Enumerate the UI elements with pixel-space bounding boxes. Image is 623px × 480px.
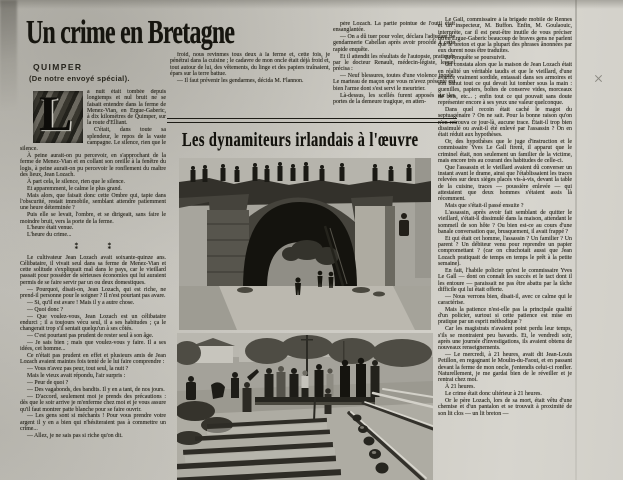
paragraph: — Il faut prévenir les gendarmes, décida M. Flannon. <box>177 77 304 84</box>
dropcap-letter: L <box>39 89 73 141</box>
main-headline: Un crime en Bretagne <box>26 14 235 51</box>
paragraph: Et il attendit les résultats de l'autopsie, pratiquée par le docteur Renault, médecin-légiste, lequel précisa : <box>333 53 455 73</box>
paragraph: Le cultivateur Jean Lozach avait soixante-quinze ans. Célibataire, il vivait seul dans sa ferme de Menez-Vian et cette solitude s'expliquait mal dans le pays, car le vieillard passait pour posséder de sérieuses économies qui lui auraient permis de se faire servir par un ou deux domestiques. <box>20 254 166 286</box>
paper-fold-line <box>575 0 577 480</box>
paragraph: — Les gens sont si méchants ! Pour vous prendre votre argent il y en a bien qui n'hésiteraient pas à commettre un crime... <box>20 413 166 433</box>
paragraph: froid, nous revinmes tous deux à la ferme et, cette fois, je pénétrai dans la cuisine ; le cadavre de mon oncle était déjà froid et, tout autour de lui, des vêtements, du linge et des papiers traînaient, épars sur la terre battue. <box>170 52 330 77</box>
article-column-4 <box>438 17 572 477</box>
paragraph: À peine aurait-on pu percevoir, en s'approchant de la ferme de Menez-Vian et en collant son oreille à la fenêtre du logis, à peine aurait-on pu percevoir le ronflement du maître des lieux, Jean Lozach. <box>20 153 166 179</box>
paragraph: À 21 heures. <box>445 384 475 391</box>
paragraph: Or le père Lozach, lors de sa mort, était vêtu d'une chemise et d'un pantalon et se trouvait à proximité de son lit clos — un lit breton — <box>438 398 572 417</box>
paragraph: — Peur de quoi ? <box>27 380 69 387</box>
paper-top-shadow <box>0 0 623 9</box>
paragraph: Puis elle se levait, l'ombre, et se dirigeait, sans faire le moindre bruit, vers la porte de la ferme. <box>20 212 166 225</box>
double-rule-divider <box>167 118 457 123</box>
photo-railway-track-repair <box>177 333 433 480</box>
paragraph: — C'est pourtant pas prudent de rester seul à son âge. <box>27 333 154 340</box>
paragraph: — Quoi donc ? <box>27 306 64 313</box>
paragraph: a nuit était tombée depuis longtemps et nul bruit ne se faisait entendre dans la ferme de Menez-Vian, en Ergue-Gaberic, à dix kilomètres de Quimper, sur la route d'Elliant. <box>87 89 166 127</box>
feature-headline: Les dynamiteurs irlandais à l'œuvre <box>182 129 419 151</box>
paragraph: — Neuf blessures, toutes d'une violence inouïe. Le marteau de maçon que vous m'avez présenté est bien l'arme dont s'est servi le meurtrier. <box>333 73 455 92</box>
paragraph: L'heure du crime... <box>27 232 72 239</box>
photo-bridge-arch-destroyed <box>179 158 431 330</box>
paragraph: Le Gall, commissaire à la brigade mobile de Rennes et un inspecteur, M. Buffon. Enfin, M. Goulaouic, interprète, car il est peut-être inutile de vous préciser qu'en Ergue-Gaberic beaucoup de braves gens ne parlent que le breton et que la plupart des phrases ânonnées par eux durent nous être traduites. <box>438 17 572 55</box>
paragraph: Mais le vieux avait répondu, l'air surpris : <box>27 373 126 380</box>
paragraph: Et l'enquête se poursuivit. <box>445 55 506 62</box>
paragraph: Or, des hypothèses que le juge d'instruction et le commissaire Yves Le Gall firent, il apparut que le criminel était, non seulement un familier de la victime, mais encore très au courant des habitudes de celle-ci. <box>438 139 572 164</box>
paragraph: Mais alors, que faisait donc cette Ombre qui, tapie dans l'obscurité, restait immobile, semblant attendre patiemment une heure déterminée ? <box>20 192 166 212</box>
paragraph: L'assassin, après avoir fait semblant de quitter le vieillard, s'était-il dissimulé dans la maison, attendant le sommeil de son hôte ? Ou bien est-ce au cours d'une banale conversation que, brusquement, il avait frappé ? <box>438 210 572 235</box>
paragraph: — On a dû tuer pour voler, déclara l'adjudant de gendarmerie Cabellan après avoir procédé à cette rapide enquête. <box>333 34 455 53</box>
paragraph: Et apparemment, le calme le plus grand. <box>27 185 122 192</box>
paragraph: — Allez, je ne sais pas si riche qu'on dit. <box>27 432 123 439</box>
paragraph: Et qui était cet homme, l'assassin ? Un familier ? Un parent ? Un débiteur venu pour reprendre un papier compromettant ? (car on chuchotait aussi que Jean Lozach pratiquait de temps en temps le prêt à la petite semaine). <box>438 235 572 268</box>
dateline: QUIMPER <box>33 62 83 72</box>
paragraph: — Vous n'avez pas peur, tout seul, la nuit ? <box>27 366 129 373</box>
dropcap-block <box>33 91 83 143</box>
byline: (De notre envoyé spécial). <box>29 74 130 83</box>
article-column-3 <box>333 21 455 116</box>
paragraph: — Si, qu'il est avare ! Mais il y a autre chose. <box>27 299 135 306</box>
bridge-photo-illustration <box>179 158 431 330</box>
railway-photo-illustration <box>177 333 433 480</box>
paragraph: — D'accord, seulement moi je prends des précautions : dès que le soir arrive je m'enferme chez moi et je vous assure qu'il faut montrer patte blanche pour se faire ouvrir. <box>20 393 166 413</box>
article-column-2 <box>170 52 330 116</box>
paragraph: Mais que s'était-il passé ensuite ? <box>445 203 524 210</box>
paragraph: Là-dessus, les scellés furent apposés sur les portes de la demeure tragique, en atten- <box>333 92 455 105</box>
paragraph: Ce n'était pas prudent en effet et plusieurs amis de Jean Lozach avaient maintes fois tenté de le lui faire comprendre : <box>20 353 166 366</box>
article-column-1 <box>20 89 166 477</box>
paragraph: Dans quel recoin était caché le magot du septuagénaire ? On ne sait. Pour la bonne raison qu'on n'en retrouva ce jour-là, aucune trace. Était-il trop bien dissimulé ou avait-il été enlevé par l'assassin ? On en était réduit aux hypothèses. <box>438 106 572 139</box>
paragraph: Que l'assassin et le vieillard avaient dû converser un instant avant le drame, ainsi que l'établissaient les traces relevées sur deux sièges placés vis-à-vis, devant la table de la cuisine, traces — poussière enlevée — qui attestaient que deux hommes s'étaient assis là récemment. <box>438 164 572 203</box>
paper-edge-smudge <box>0 0 17 110</box>
paragraph: On constata alors que la maison de Jean Lozach était en réalité un véritable taudis et que le vieillard, d'une avarice vraiment sordide, entassait dans ses armoires et son bahut tout ce qui devait lui tomber sous la main : guenilles, papiers, boîtes de conserve vides, morceaux de bois, etc... ; enfin tout ce qui pouvait sans doute représenter encore à ses yeux une valeur quelconque. <box>438 62 572 107</box>
margin-mark <box>594 74 603 83</box>
paragraph: C'était, dans toute sa splendeur, le repos de la vaste campagne. Le silence, rien que le silence. <box>20 127 166 153</box>
paragraph: — Je sais bien ; mais que voulez-vous y faire. Il a ses idées, cet homme... <box>20 340 166 353</box>
paragraph: À part cela, le silence, rien que le silence. <box>27 178 125 185</box>
paragraph: — Que voulez-vous, Jean Lozach est un célibataire endurci ; il a toujours vécu seul, il a ses habitudes ; ça le changerait trop s'il sentait quelqu'un à ses côtés. <box>20 313 166 333</box>
paragraph: Le crime était donc ultérieur à 21 heures. <box>445 391 542 398</box>
paragraph: Mais la patience n'est-elle pas la principale qualité d'un policier, surtout si cette patience est mise en pratique par un esprit méthodique ? <box>438 306 572 326</box>
paragraph: — Pourquoi, disait-on, Jean Lozach, qui est riche, ne prend-il personne pour le soigner ? Il n'est pourtant pas avare. <box>20 286 166 299</box>
paragraph: père Lozach. La partie pointue de l'outil était ensanglantée. <box>333 21 455 34</box>
paragraph: — Nous verrons bien, disait-il, avec ce calme qui le caractérise. <box>438 293 572 306</box>
section-break-mark: ⁑ ⁑ <box>74 241 112 251</box>
column-1-part-2 <box>20 255 166 440</box>
paragraph: L'heure était venue. <box>27 225 74 232</box>
paragraph: — Le mercredi, à 21 heures, avait dit Jean-Louis Petillon, en regagnant le Moulin-du-Faout, et en passant devant la ferme de mon oncle, j'entendis celui-ci ronfler. Naturellement, je me gardai bien de le réveiller et je rentrai chez moi. <box>438 352 572 384</box>
column-1-part-1 <box>20 127 166 238</box>
paragraph: En fait, l'habile policier qu'est le commissaire Yves Le Gall — dont on connaît les succès et le tact dont il les entoure — paraissait ne pas être abattu par la tâche difficile qui lui était offerte. <box>438 267 572 293</box>
paragraph: Car les magistrats n'avaient point perdu leur temps, s'ils se montraient peu bavards. Et, le vendredi soir, après une journée d'investigations, ils avaient obtenu de nouveaux renseignements. <box>438 326 572 352</box>
paragraph: — Des vagabonds, des bandits. Il y en a tant, de nos jours. <box>27 387 165 394</box>
